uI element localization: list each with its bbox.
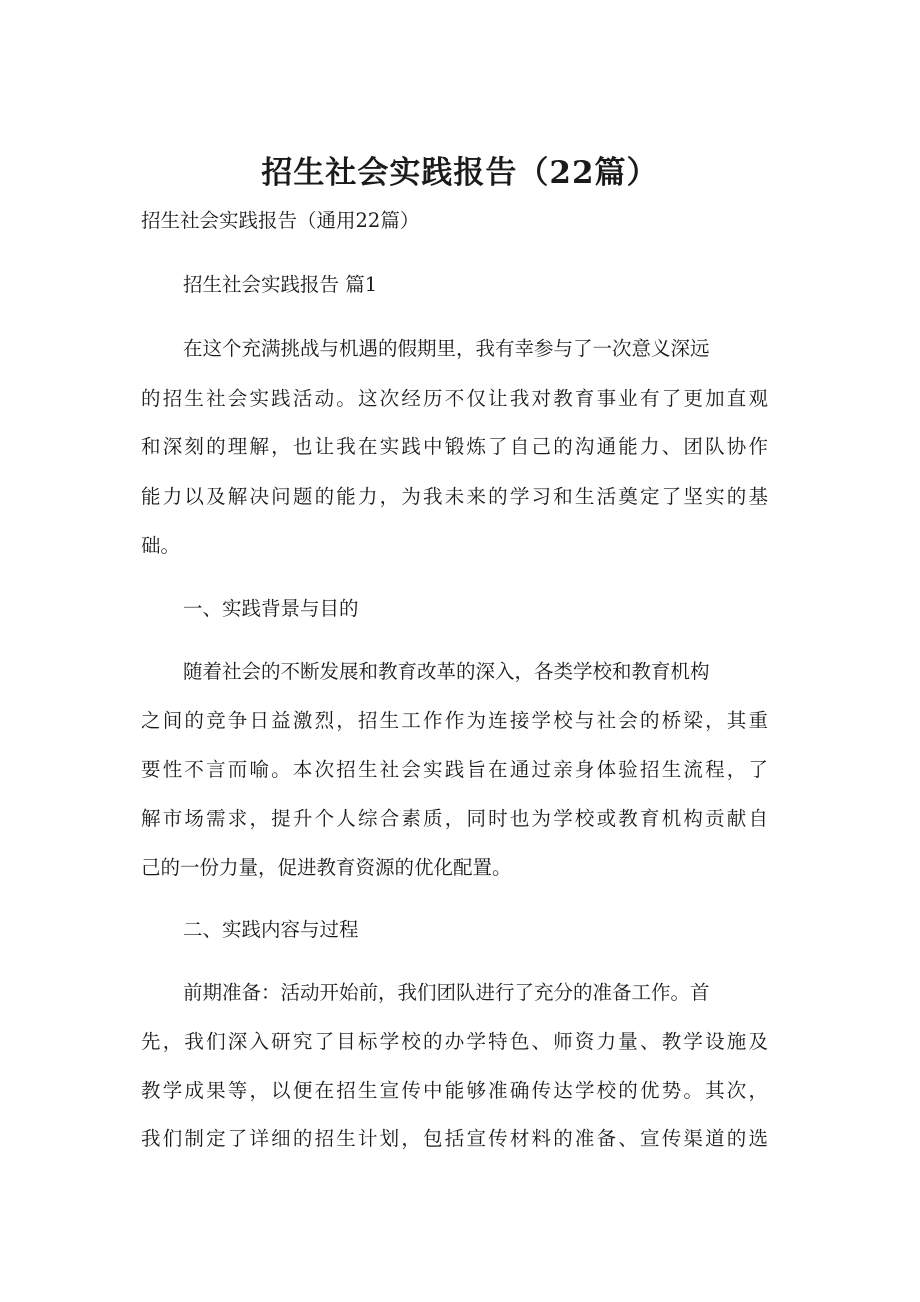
paragraph-line: 在这个充满挑战与机遇的假期里，我有幸参与了一次意义深远 [183,337,710,360]
paragraph-line: 础。 [141,534,181,557]
paragraph-line: 要性不言而喻。本次招生社会实践旨在通过亲身体验招生流程，了 [141,758,768,781]
document-title: 招生社会实践报告（22篇） [261,155,659,191]
section-heading: 招生社会实践报告 篇1 [183,273,378,296]
paragraph-line: 和深刻的理解，也让我在实践中锻炼了自己的沟通能力、团队协作 [141,435,768,458]
paragraph-line: 的招生社会实践活动。这次经历不仅让我对教育事业有了更加直观 [141,387,768,410]
paragraph-line: 随着社会的不断发展和教育改革的深入，各类学校和教育机构 [183,660,710,683]
paragraph-line: 解市场需求，提升个人综合素质，同时也为学校或教育机构贡献自 [141,807,768,830]
paragraph-line: 己的一份力量，促进教育资源的优化配置。 [141,856,512,879]
document-subtitle: 招生社会实践报告（通用22篇） [141,209,420,232]
paragraph-line: 前期准备：活动开始前，我们团队进行了充分的准备工作。首 [183,981,710,1004]
subsection-heading: 二、实践内容与过程 [183,918,359,941]
paragraph-line: 能力以及解决问题的能力，为我未来的学习和生活奠定了坚实的基 [141,485,768,508]
paragraph-line: 之间的竞争日益激烈，招生工作作为连接学校与社会的桥梁，其重 [141,709,768,732]
subsection-heading: 一、实践背景与目的 [183,597,359,620]
paragraph-line: 我们制定了详细的招生计划，包括宣传材料的准备、宣传渠道的选 [141,1127,768,1150]
paragraph-line: 教学成果等，以便在招生宣传中能够准确传达学校的优势。其次， [141,1079,768,1102]
paragraph-line: 先，我们深入研究了目标学校的办学特色、师资力量、教学设施及 [141,1030,768,1053]
